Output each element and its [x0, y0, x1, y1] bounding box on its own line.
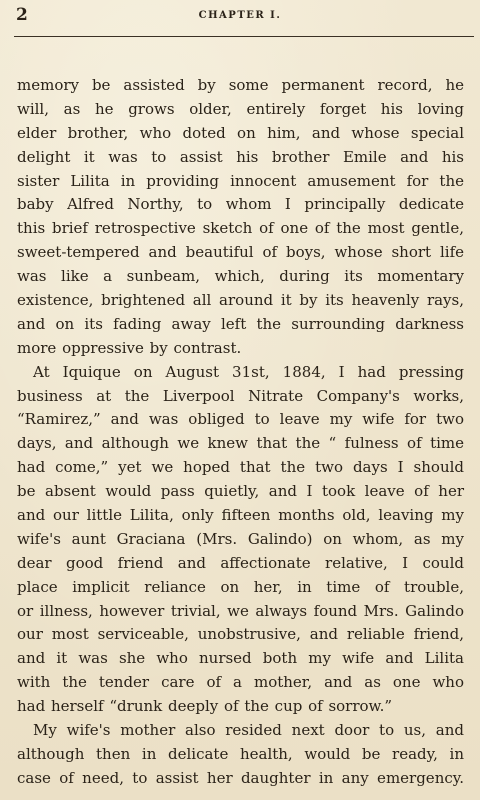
text-line: more oppressive by contrast.	[17, 338, 242, 357]
text-line: memory be assisted by some permanent record, he	[17, 76, 464, 94]
text-line: with the tender care of a mother, and as one who	[17, 673, 464, 692]
page-number: 2	[16, 5, 29, 25]
text-line: our most serviceable, unobstrusive, and reliable friend,	[17, 625, 464, 644]
text-line: elder brother, who doted on him, and whose special	[17, 123, 464, 142]
paragraph	[17, 719, 464, 791]
text-line: sister Lilita in providing innocent amusement for the	[17, 171, 464, 190]
text-line: wife's aunt Graciana (Mrs. Galindo) on whom, as my	[17, 529, 464, 548]
text-line: was like a sunbeam, which, during its momentary	[17, 267, 464, 286]
text-line: place implicit reliance on her, in time of trouble,	[17, 577, 464, 596]
text-line: and on its fading away left the surrounding darkness	[17, 314, 464, 333]
text-line: be absent would pass quietly, and I took leave of her	[17, 482, 464, 501]
paragraph	[17, 74, 464, 361]
text-line: “Ramirez,” and was obliged to leave my wife for two	[17, 410, 464, 429]
body-text	[17, 74, 464, 791]
chapter-heading: CHAPTER I.	[198, 10, 282, 21]
text-line: had herself “drunk deeply of the cup of sorrow.”	[17, 697, 393, 716]
header-rule	[14, 36, 474, 37]
text-line: or illness, however trivial, we always found Mrs. Galindo	[17, 601, 464, 620]
text-line: although then in delicate health, would be ready, in	[17, 744, 464, 763]
text-line: delight it was to assist his brother Emile and his	[17, 147, 464, 166]
text-line: and it was she who nursed both my wife and Lilita	[17, 649, 464, 668]
text-line: At Iquique on August 31st, 1884, I had pressing	[33, 362, 464, 381]
text-line: will, as he grows older, entirely forget his loving	[17, 99, 464, 118]
text-line: and our little Lilita, only fifteen months old, leaving my	[17, 506, 464, 525]
text-line: baby Alfred Northy, to whom I principally dedicate	[17, 195, 464, 214]
page-header	[0, 0, 480, 40]
text-line: had come,” yet we hoped that the two days I should	[17, 458, 464, 477]
text-line: sweet-tempered and beautiful of boys, whose short life	[17, 243, 464, 262]
text-line: dear good friend and affectionate relative, I could	[17, 553, 464, 572]
text-line: existence, brightened all around it by its heavenly rays,	[17, 291, 464, 310]
paragraph	[17, 361, 464, 719]
text-line: case of need, to assist her daughter in any emergency.	[17, 768, 464, 787]
text-line: this brief retrospective sketch of one of the most gentle,	[17, 219, 464, 238]
text-line: days, and although we knew that the “ fulness of time	[17, 434, 464, 453]
text-line: My wife's mother also resided next door to us, and	[33, 721, 464, 740]
text-line: business at the Liverpool Nitrate Company's works,	[17, 386, 464, 405]
